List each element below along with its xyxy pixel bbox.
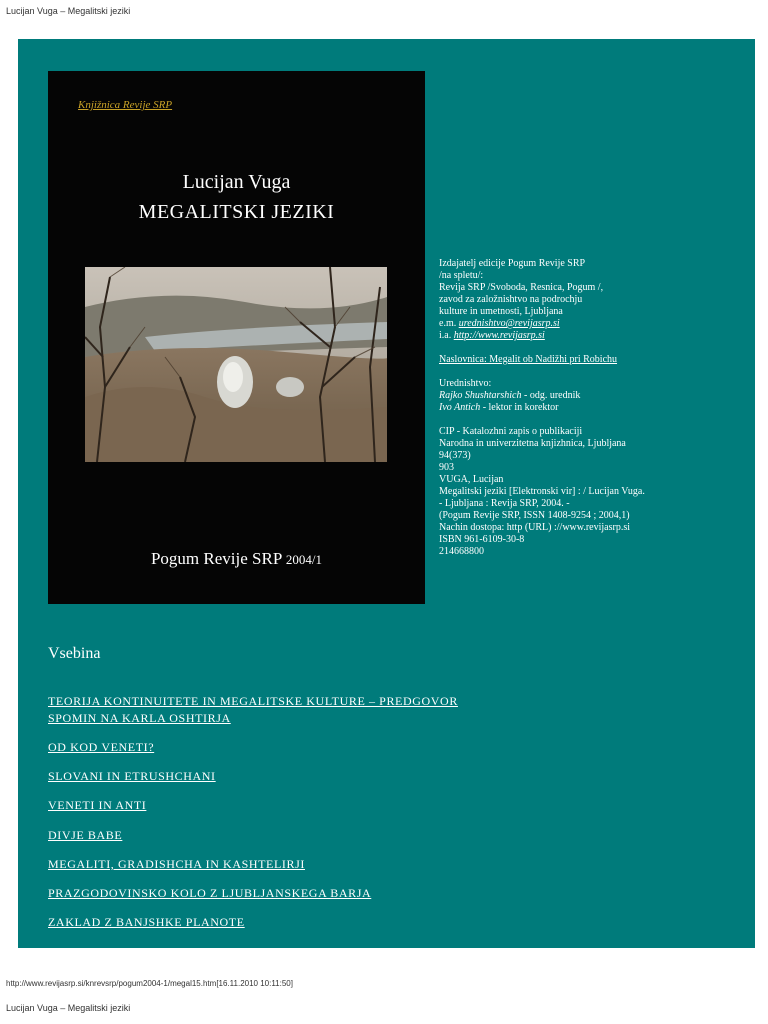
toc-link-slovani[interactable]: SLOVANI IN ETRUSHCHANI bbox=[48, 769, 216, 783]
web-line bbox=[439, 330, 739, 342]
publisher-line: kulture in umetnosti, Ljubljana bbox=[439, 306, 563, 317]
photo-illustration bbox=[85, 267, 387, 462]
cip-line: Narodna in univerzitetna knjizhnica, Ljubljana bbox=[439, 438, 626, 449]
editor-role: - odg. urednik bbox=[521, 390, 581, 401]
megalith-landscape-photo bbox=[85, 267, 387, 462]
editor-name: Rajko Shushtarshich bbox=[439, 390, 522, 401]
cover-title: MEGALITSKI JEZIKI bbox=[138, 201, 335, 223]
lector-name: Ivo Antich bbox=[439, 402, 481, 413]
editorial-heading: Urednishtvo: bbox=[439, 378, 492, 389]
toc-link-megaliti[interactable]: MEGALITI, GRADISHCHA IN KASHTELIRJI bbox=[48, 857, 305, 871]
contents-heading: Vsebina bbox=[48, 645, 101, 662]
cip-line: CIP - Katalozhni zapis o publikaciji bbox=[439, 426, 583, 437]
cip-line: 94(373) bbox=[439, 450, 471, 461]
toc-link-spomin[interactable]: SPOMIN NA KARLA OSHTIRJA bbox=[48, 711, 231, 725]
lector-line bbox=[439, 402, 739, 414]
publisher-line: /na spletu/: bbox=[439, 270, 484, 281]
publisher-line: Revija SRP /Svoboda, Resnica, Pogum /, bbox=[439, 282, 604, 293]
book-cover bbox=[48, 71, 425, 604]
page-panel bbox=[18, 39, 755, 948]
toc-link-veneti-in-anti[interactable]: VENETI IN ANTI bbox=[48, 798, 147, 812]
toc-link-divje-babe[interactable]: DIVJE BABE bbox=[48, 828, 123, 842]
cip-line: (Pogum Revije SRP, ISSN 1408-9254 ; 2004,1) bbox=[439, 510, 630, 521]
web-prefix: i.a. bbox=[439, 330, 452, 341]
lector-role: - lektor in korektor bbox=[480, 402, 559, 413]
cover-publication bbox=[48, 549, 425, 569]
website-link[interactable]: http://www.revijasrp.si bbox=[453, 330, 545, 341]
toc-link-kolo[interactable]: PRAZGODOVINSKO KOLO Z LJUBLJANSKEGA BARJA bbox=[48, 886, 372, 900]
cip-line: Nachin dostopa: http (URL) ://www.revijasrp.si bbox=[439, 522, 630, 533]
colophon bbox=[439, 258, 739, 558]
cip-line: 214668800 bbox=[439, 546, 484, 557]
cover-note-link[interactable]: Naslovnica: Megalit ob Nadižhi pri Robichu bbox=[439, 354, 618, 365]
publisher-line: zavod za založnishtvo na podrochju bbox=[439, 294, 583, 305]
email-line bbox=[439, 318, 739, 330]
email-prefix: e.m. bbox=[439, 318, 457, 329]
cover-issue: 2004/1 bbox=[285, 552, 323, 567]
cip-line: Megalitski jeziki [Elektronski vir] : / Lucijan Vuga. bbox=[439, 486, 645, 497]
toc-link-zaklad[interactable]: ZAKLAD Z BANJSHKE PLANOTE bbox=[48, 915, 245, 929]
email-link[interactable]: urednishtvo@revijasrp.si bbox=[458, 318, 560, 329]
publisher-line: Izdajatelj edicije Pogum Revije SRP bbox=[439, 258, 586, 269]
cip-line: - Ljubljana : Revija SRP, 2004. - bbox=[439, 498, 570, 509]
cip-line: VUGA, Lucijan bbox=[439, 474, 504, 485]
print-footer-url: http://www.revijasrp.si/knrevsrp/pogum2004-1/megal15.htm[16.11.2010 10:11:50] bbox=[6, 979, 293, 988]
print-header-title: Lucijan Vuga – Megalitski jeziki bbox=[6, 6, 131, 16]
cover-series-link[interactable]: Knjižnica Revije SRP bbox=[78, 99, 173, 111]
toc-link-predgovor[interactable]: TEORIJA KONTINUITETE IN MEGALITSKE KULTURE – PREDGOVOR bbox=[48, 694, 458, 708]
cip-line: ISBN 961-6109-30-8 bbox=[439, 534, 525, 545]
cip-line: 903 bbox=[439, 462, 454, 473]
toc-link-od-kod-veneti[interactable]: OD KOD VENETI? bbox=[48, 740, 155, 754]
cover-publication-name: Pogum Revije SRP bbox=[150, 549, 282, 568]
editor-line bbox=[439, 390, 739, 402]
cover-author: Lucijan Vuga bbox=[182, 171, 291, 193]
print-footer-title: Lucijan Vuga – Megalitski jeziki bbox=[6, 1003, 131, 1013]
